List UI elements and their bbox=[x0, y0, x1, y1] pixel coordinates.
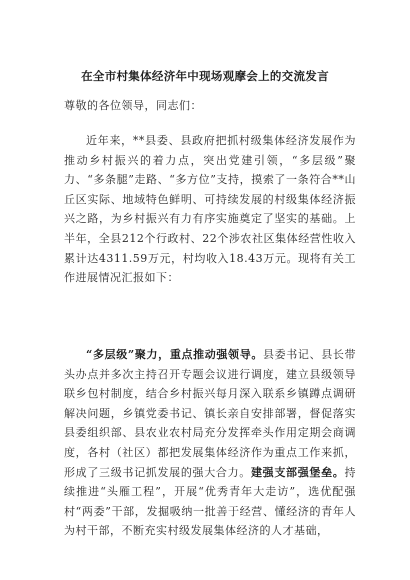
paragraph-subheading: 建强支部强堡垒。 bbox=[251, 465, 345, 479]
salutation: 尊敬的各位领导，同志们： bbox=[64, 99, 202, 112]
paragraph-multilevel bbox=[64, 345, 356, 541]
document-title: 在全市村集体经济年中现场观摩会上的交流发言 bbox=[81, 69, 329, 83]
paragraph-body-continued: 持续推进“头雁工程”，开展“优秀青年大走访”，选优配强村“两委”干部，发掘吸纳一批善于经营、懂经济的青年人为村干部，不断充实村级发展集体经济的人才基础， bbox=[64, 465, 356, 538]
paragraph-intro: 近年来，**县委、县政府把抓村级集体经济发展作为推动乡村振兴的着力点，突出党建引领，“多层级”聚力、“多条腿”走路、“多方位”支持，摸索了一条符合**山丘区实际、地域特色鲜明、可持续发展的村级集体经济振兴之路，为乡村振兴有力有序实施奠定了坚实的基础。上半年，全县212个行政村、22个涉农社区集体经营性收入累计达4311.59万元，村均收入18.43万元。现将有关工作进展情况汇报如下： bbox=[64, 134, 356, 285]
paragraph-heading: “多层级”聚力，重点推动强领导。 bbox=[86, 348, 263, 361]
paragraph-body: 县委书记、县长带头办点并多次主持召开专题会议进行调度，建立县级领导联乡包村制度，结合乡村振兴每月深入联系乡镇蹲点调研解决问题，乡镇党委书记、镇长亲自安排部署，督促落实县委组织部、县农业农村局充分发挥牵头作用定期会商调度，各村（社区）都把发展集体经济作为重点工作来抓，形成了三级书记抓发展的强大合力。 bbox=[64, 348, 357, 479]
